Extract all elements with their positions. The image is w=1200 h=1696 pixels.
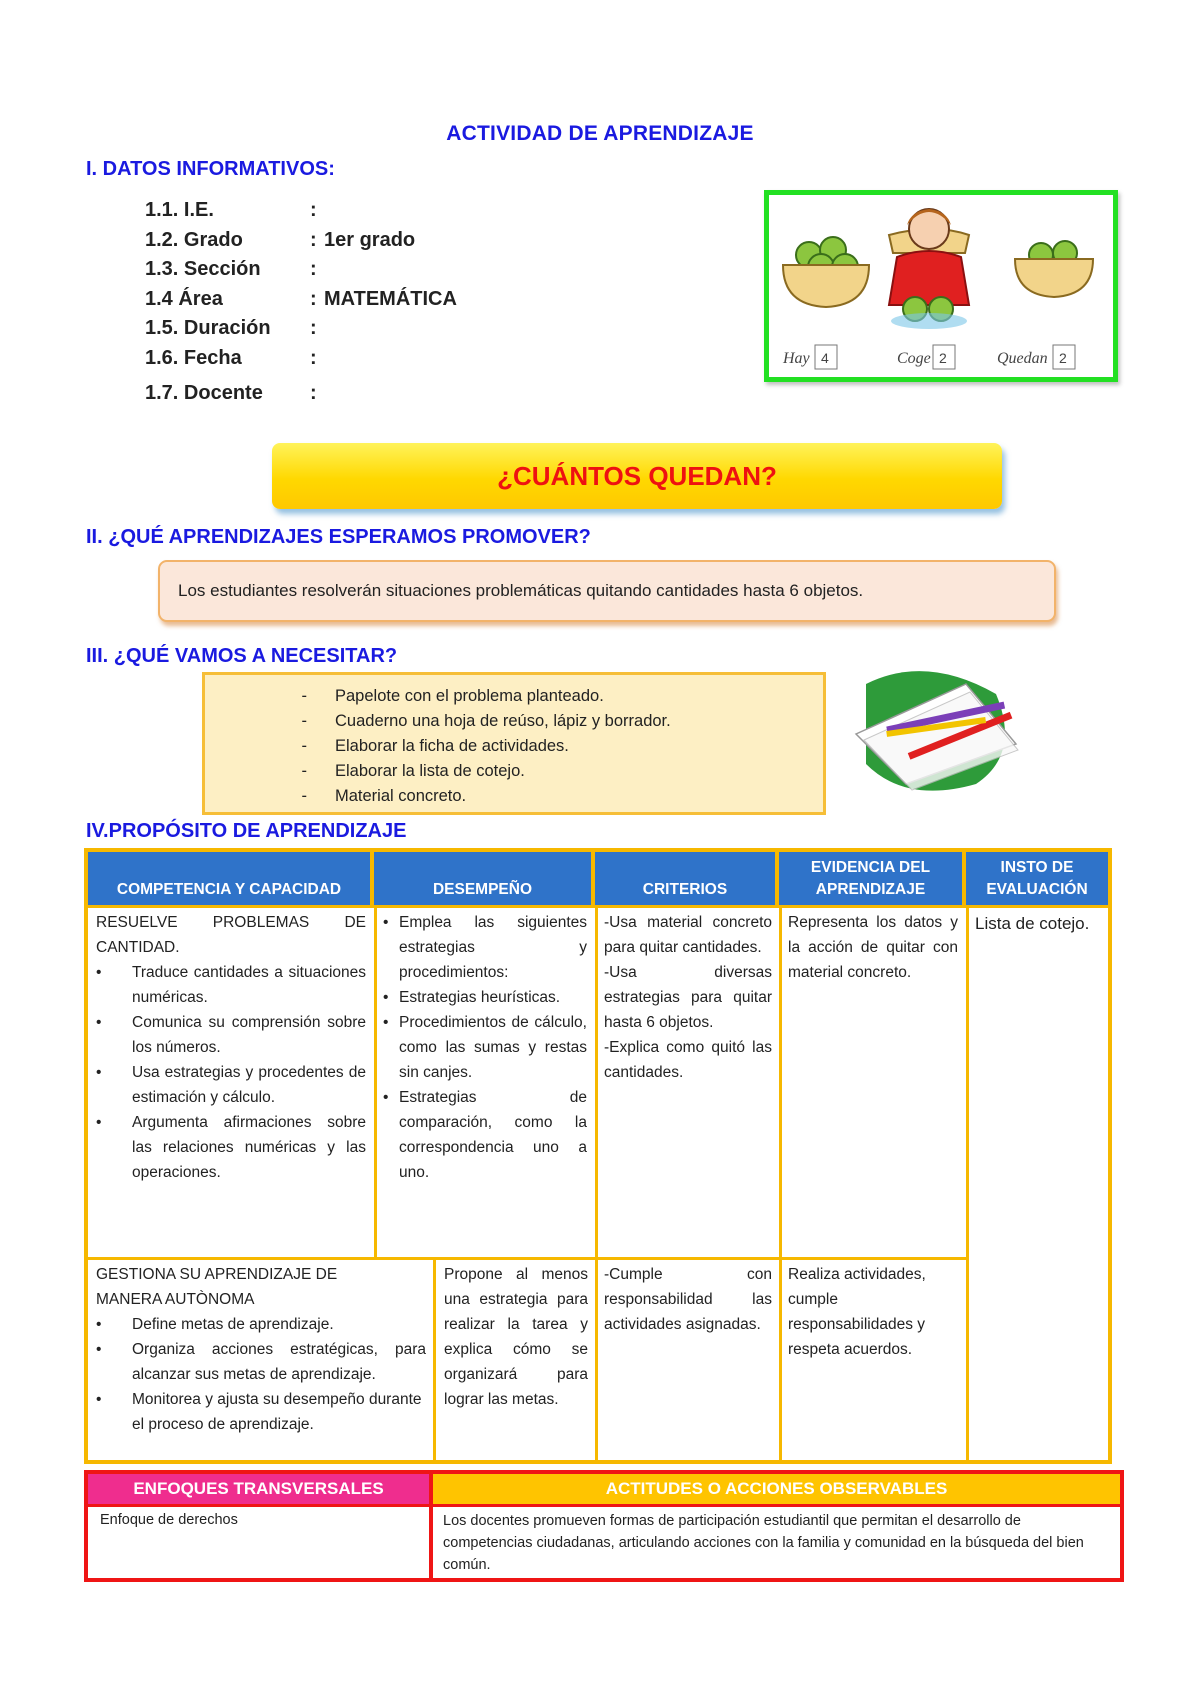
criterios-autonoma-cell: -Cumple con responsabilidad las actividades asignadas. bbox=[604, 1266, 772, 1333]
header-evidencia: EVIDENCIA DEL APRENDIZAJE bbox=[779, 852, 966, 905]
info-row-seccion: 1.3. Sección : bbox=[145, 258, 317, 281]
list-item: • Estrategias de comparación, como la correspondencia uno a uno. bbox=[383, 1089, 587, 1181]
list-item: • Estrategias heurísticas. bbox=[383, 989, 561, 1006]
header-actitudes: ACTITUDES O ACCIONES OBSERVABLES bbox=[433, 1474, 1120, 1504]
info-row-fecha: 1.6. Fecha : bbox=[145, 346, 317, 369]
info-value: MATEMÁTICA bbox=[324, 287, 457, 310]
info-label: 1.5. Duración bbox=[145, 317, 271, 340]
info-row-area: 1.4 Área : MATEMÁTICA bbox=[145, 285, 645, 315]
desempeno-cantidad-cell bbox=[383, 910, 587, 1185]
transversal-approaches-table bbox=[84, 1470, 1124, 1582]
competencia-autonoma-cell: GESTIONA SU APRENDIZAJE DE MANERA AUTÒNOMA • Define metas de aprendizaje. • Organiza acciones estratégicas, para alcanzar sus metas de aprendizaje. • Monitorea y ajusta su desempeño durante el proceso de aprendizaje. bbox=[96, 1262, 426, 1437]
header-enfoques: ENFOQUES TRANSVERSALES bbox=[88, 1474, 429, 1504]
evidencia-autonoma-cell: Realiza actividades, cumple responsabilidades y respeta acuerdos. bbox=[788, 1266, 926, 1358]
info-label: 1.7. Docente bbox=[145, 382, 263, 405]
info-row-duracion: 1.5. Duración : bbox=[145, 317, 317, 340]
learning-purpose-table bbox=[84, 848, 1112, 1464]
coge-count: 2 bbox=[939, 350, 947, 366]
quedan-count: 2 bbox=[1059, 350, 1067, 366]
section-1-heading: I. DATOS INFORMATIVOS: bbox=[86, 158, 335, 180]
actitudes-cell: Los docentes promueven formas de participación estudiantil que permitan el desarrollo de competencias ciudadanas, articulando acciones con la familia y comunidad en la búsqueda del bien común. bbox=[443, 1513, 1084, 1573]
info-row-grado: 1.2. Grado : 1er grado bbox=[145, 226, 645, 256]
info-label: 1.1. I.E. bbox=[145, 199, 214, 222]
info-label: 1.2. Grado bbox=[145, 228, 243, 251]
info-label: 1.4 Área bbox=[145, 287, 223, 310]
desempeno-autonoma-cell: Propone al menos una estrategia para realizar la tarea y explica cómo se organizará para lograr las metas. bbox=[444, 1266, 588, 1408]
document-title: ACTIVIDAD DE APRENDIZAJE bbox=[446, 122, 754, 145]
list-item: • Argumenta afirmaciones sobre las relaciones numéricas y las operaciones. bbox=[96, 1114, 366, 1181]
list-item: • Procedimientos de cálculo, como las sumas y restas sin canjes. bbox=[383, 1014, 587, 1081]
learning-purpose-box: Los estudiantes resolverán situaciones problemáticas quitando cantidades hasta 6 objetos. bbox=[158, 560, 1056, 622]
apples-illustration bbox=[764, 190, 1118, 382]
list-item: - Elaborar la lista de cotejo. bbox=[301, 762, 525, 780]
list-item: - Cuaderno una hoja de reúso, lápiz y borrador. bbox=[301, 712, 671, 730]
list-item: • Comunica su comprensión sobre los números. bbox=[96, 1014, 366, 1056]
competencia-cantidad-cell: RESUELVE PROBLEMAS DE CANTIDAD. • Traduce cantidades a situaciones numéricas. • Comunica su comprensión sobre los números. • Usa estrategias y procedentes de estimación y cálculo. • Argumenta afirmaciones sobre las relaciones numéricas y las operaciones. bbox=[96, 910, 366, 1185]
girl-figure-icon bbox=[889, 209, 969, 329]
evidencia-cantidad-cell: Representa los datos y la acción de quitar con material concreto. bbox=[788, 914, 958, 981]
section-4-heading: IV.PROPÓSITO DE APRENDIZAJE bbox=[86, 820, 407, 842]
section-3-heading: III. ¿QUÉ VAMOS A NECESITAR? bbox=[86, 645, 398, 667]
activity-title-banner bbox=[272, 443, 1002, 509]
header-competencia: COMPETENCIA Y CAPACIDAD bbox=[88, 852, 374, 905]
list-item: - Material concreto. bbox=[301, 787, 467, 805]
list-item: • Monitorea y ajusta su desempeño durante el proceso de aprendizaje. bbox=[96, 1391, 422, 1433]
banner-title: ¿CUÁNTOS QUEDAN? bbox=[497, 461, 777, 491]
enfoque-cell: Enfoque de derechos bbox=[100, 1512, 238, 1528]
paper-pencils-icon bbox=[846, 664, 1026, 804]
list-item: - Papelote con el problema planteado. bbox=[301, 687, 604, 705]
instrumento-cell: Lista de cotejo. bbox=[975, 914, 1090, 933]
informative-data-list bbox=[145, 196, 645, 409]
header-desempeno: DESEMPEÑO bbox=[374, 852, 595, 905]
coge-label: Coge bbox=[897, 350, 931, 367]
info-value: 1er grado bbox=[324, 228, 416, 251]
header-criterios: CRITERIOS bbox=[595, 852, 779, 905]
list-item: • Traduce cantidades a situaciones numéricas. bbox=[96, 964, 366, 1006]
quedan-label: Quedan bbox=[997, 350, 1048, 367]
list-item: • Define metas de aprendizaje. bbox=[96, 1316, 334, 1333]
info-label: 1.6. Fecha bbox=[145, 346, 242, 369]
bowl-with-apples-icon bbox=[783, 237, 869, 307]
hay-label: Hay bbox=[783, 350, 810, 367]
info-row-docente: 1.7. Docente : bbox=[145, 382, 317, 405]
header-instrumento: INSTO DE EVALUACIÓN bbox=[966, 852, 1108, 905]
materials-list bbox=[202, 672, 826, 815]
apples-girl-picture bbox=[769, 195, 1113, 377]
list-item: • Organiza acciones estratégicas, para alcanzar sus metas de aprendizaje. bbox=[96, 1341, 426, 1383]
bowl-remaining-apples-icon bbox=[1015, 241, 1093, 297]
list-item: • Usa estrategias y procedentes de estimación y cálculo. bbox=[96, 1064, 366, 1106]
info-row-ie: 1.1. I.E. : bbox=[145, 199, 317, 222]
list-item: - Elaborar la ficha de actividades. bbox=[301, 737, 569, 755]
hay-count: 4 bbox=[821, 350, 829, 366]
info-label: 1.3. Sección bbox=[145, 258, 261, 281]
list-item: • Emplea las siguientes estrategias y procedimientos: bbox=[383, 914, 587, 981]
criterios-cantidad-cell: -Usa material concreto para quitar cantidades. -Usa diversas estrategias para quitar hasta 6 objetos. -Explica como quitó las cantidades. bbox=[604, 914, 772, 1081]
section-2-heading: II. ¿QUÉ APRENDIZAJES ESPERAMOS PROMOVER? bbox=[86, 526, 591, 548]
